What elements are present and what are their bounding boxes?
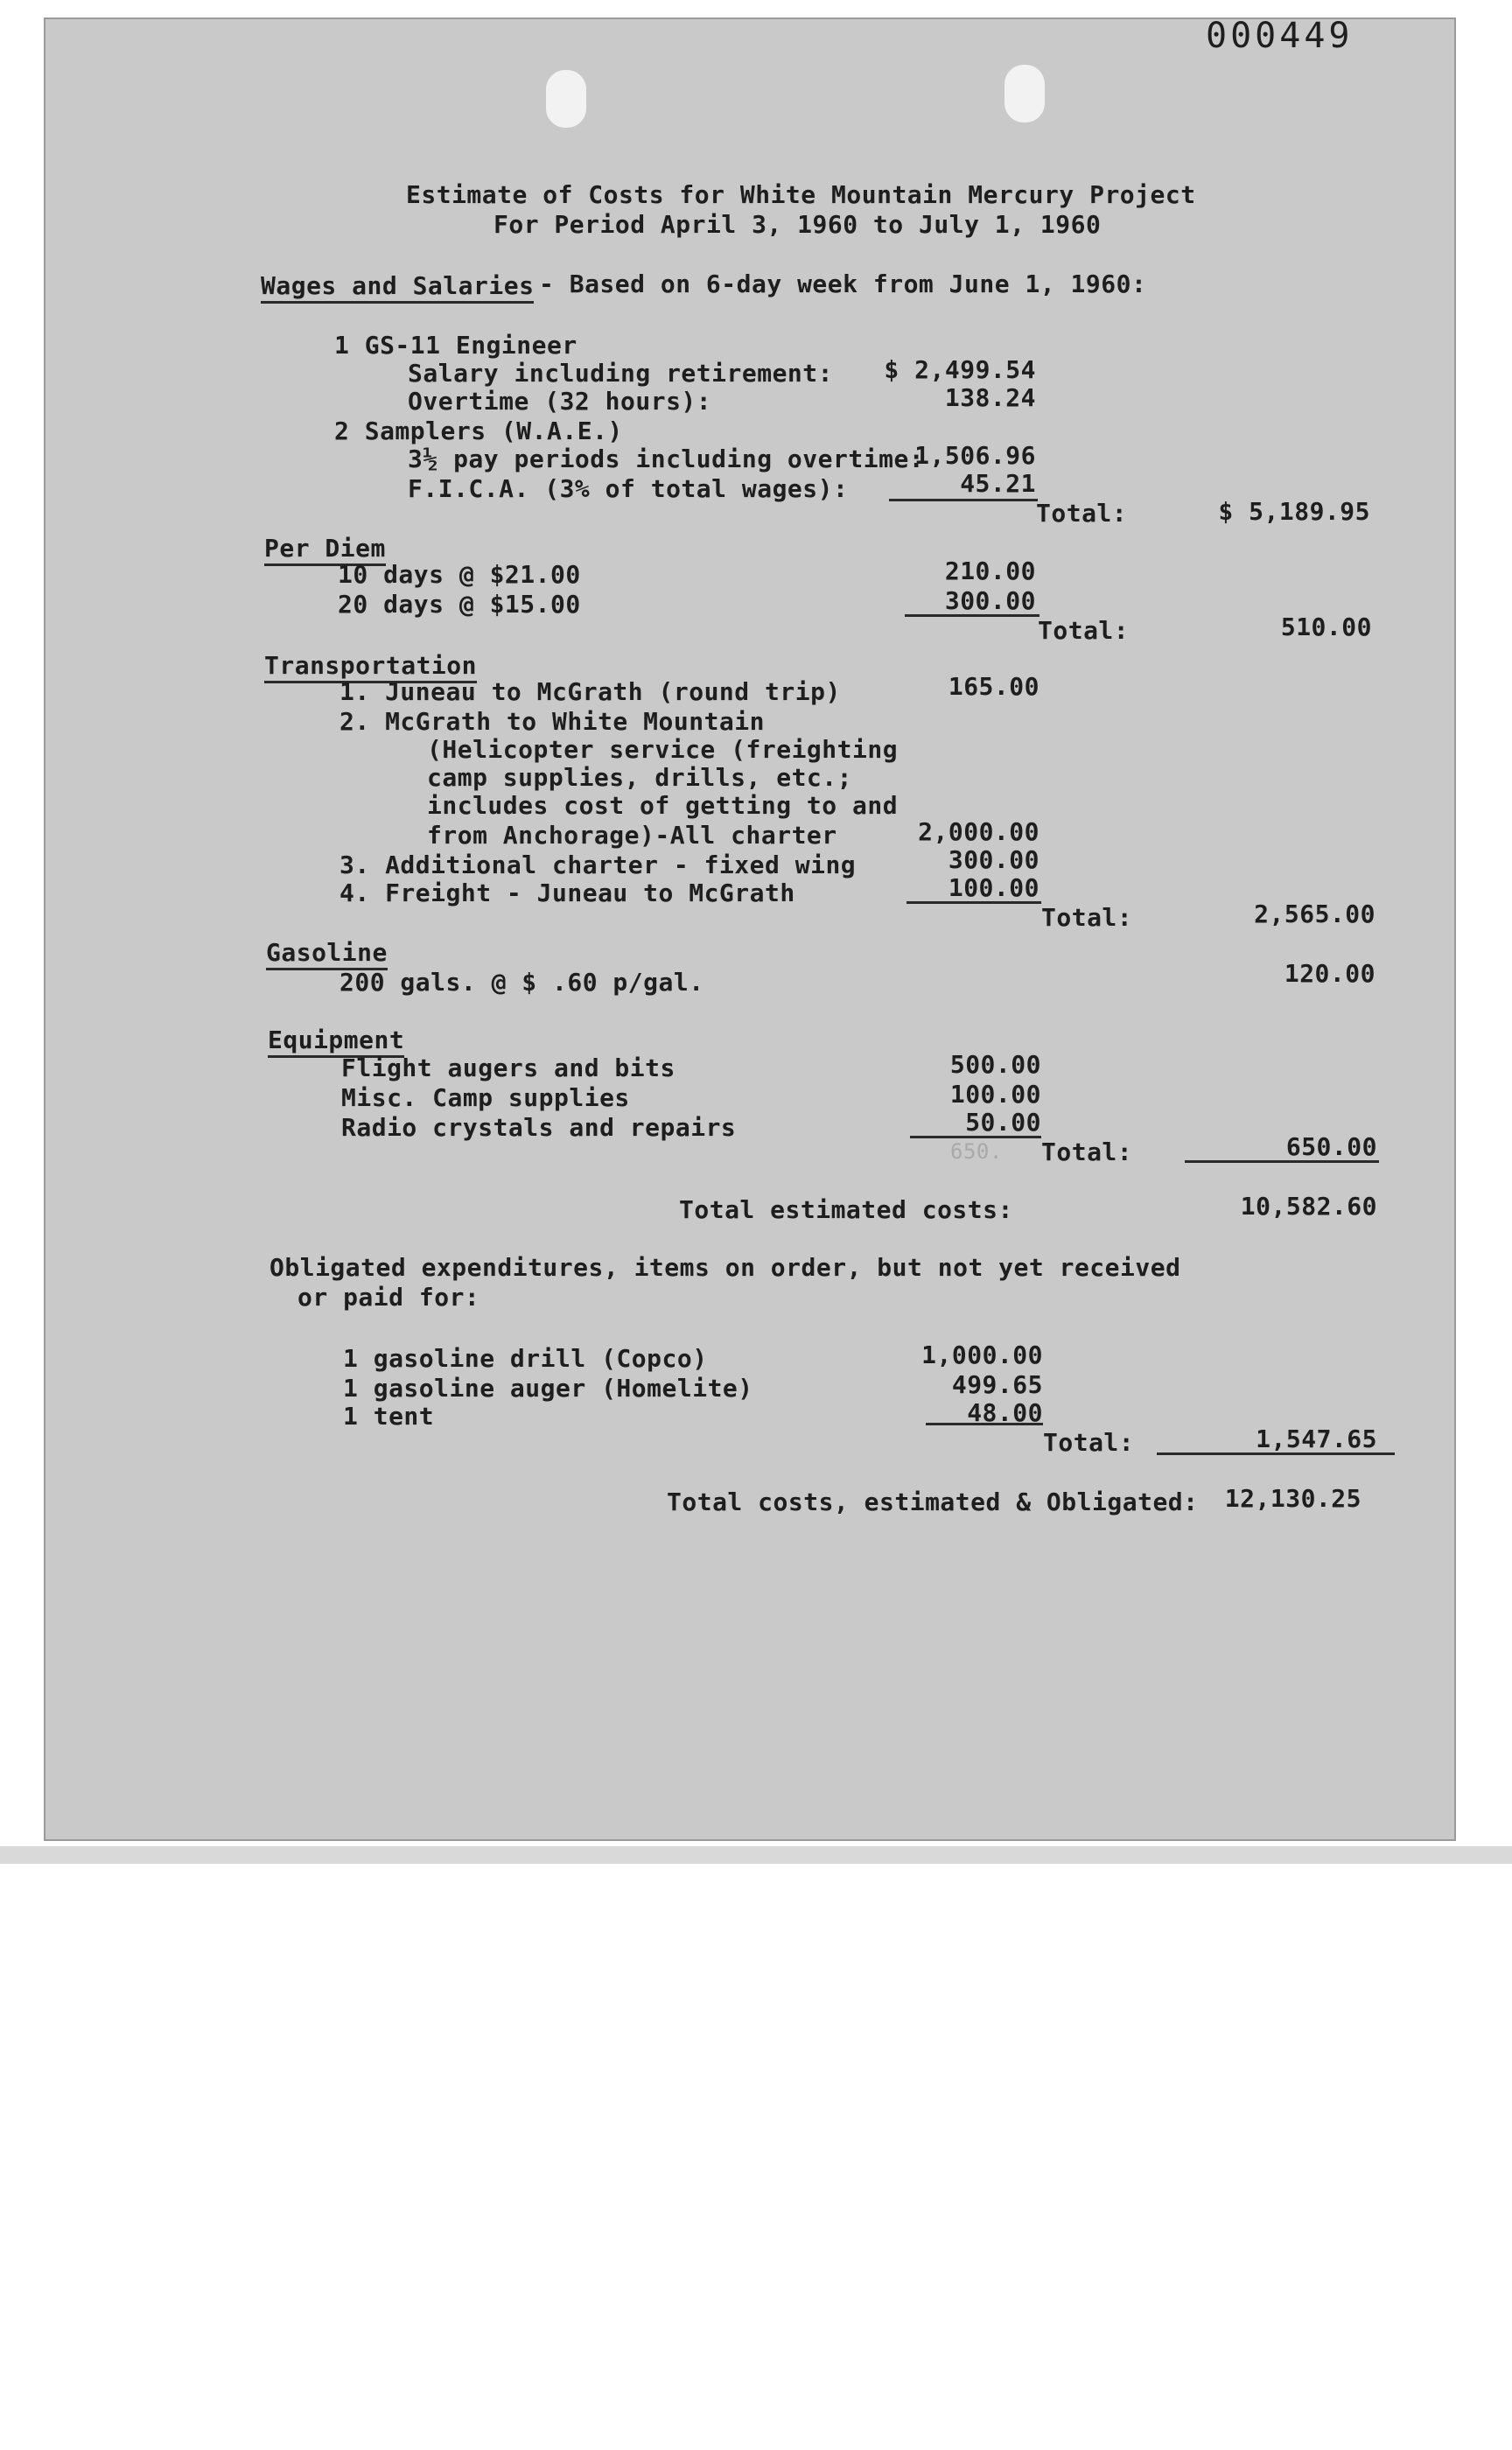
punch-hole-left <box>546 70 586 128</box>
gasoline-line: 200 gals. @ $ .60 p/gal. <box>340 968 704 997</box>
obligated-item-3: 1 tent <box>343 1402 435 1431</box>
transportation-heading: Transportation <box>264 651 477 683</box>
obligated-total-label: Total: <box>1043 1428 1135 1457</box>
wages-basis: - Based on 6-day week from June 1, 1960: <box>539 270 1147 298</box>
wages-total-value: $ 5,189.95 <box>1218 497 1370 526</box>
transport-item-2-line-3: camp supplies, drills, etc.; <box>427 763 853 792</box>
salary-label: Salary including retirement: <box>408 359 834 388</box>
per-diem-row-2: 20 days @ $15.00 <box>338 590 581 619</box>
equipment-item-3: Radio crystals and repairs <box>341 1113 737 1142</box>
equipment-item-1-value: 500.00 <box>949 1050 1041 1079</box>
obligated-item-2-value: 499.65 <box>951 1370 1043 1399</box>
transport-item-2-line-5: from Anchorage)-All charter <box>427 821 837 850</box>
total-estimated-value: 10,582.60 <box>1240 1192 1377 1221</box>
gasoline-heading: Gasoline <box>266 938 388 970</box>
obligated-item-1-value: 1,000.00 <box>921 1340 1043 1369</box>
per-diem-heading: Per Diem <box>264 534 386 566</box>
equipment-pencil-note: 650. <box>950 1139 1003 1164</box>
engineer-line: 1 GS-11 Engineer <box>334 331 578 360</box>
samplers-line: 2 Samplers (W.A.E.) <box>334 416 623 445</box>
grand-total-value: 12,130.25 <box>1224 1484 1362 1513</box>
per-diem-row-1: 10 days @ $21.00 <box>338 560 581 589</box>
equipment-total-label: Total: <box>1041 1138 1133 1166</box>
obligated-item-1: 1 gasoline drill (Copco) <box>343 1344 708 1373</box>
document-subtitle: For Period April 3, 1960 to July 1, 1960 <box>494 210 1102 239</box>
transport-total-label: Total: <box>1041 903 1133 932</box>
equipment-item-3-value: 50.00 <box>965 1108 1041 1137</box>
page-edge-shadow <box>0 1846 1512 1864</box>
per-diem-total-value: 510.00 <box>1280 612 1372 641</box>
per-diem-row-2-value: 300.00 <box>944 586 1036 615</box>
transport-item-1-value: 165.00 <box>948 672 1040 701</box>
per-diem-row-1-value: 210.00 <box>944 556 1036 585</box>
obligated-intro-line-1: Obligated expenditures, items on order, but not yet received <box>270 1253 1181 1282</box>
document-number-stamp: 000449 <box>1206 16 1354 56</box>
grand-total-label: Total costs, estimated & Obligated: <box>667 1488 1199 1516</box>
equipment-heading: Equipment <box>268 1026 404 1058</box>
section-totals-rule <box>1185 1160 1379 1163</box>
equipment-item-2-value: 100.00 <box>949 1080 1041 1109</box>
transport-item-2-value: 2,000.00 <box>918 817 1040 846</box>
transport-item-1: 1. Juneau to McGrath (round trip) <box>340 677 841 706</box>
equipment-subtotal-rule <box>910 1136 1041 1138</box>
transport-item-4-value: 100.00 <box>948 873 1040 902</box>
fica-label: F.I.C.A. (3% of total wages): <box>408 474 849 503</box>
transport-item-2-line-2: (Helicopter service (freighting <box>427 735 899 764</box>
transport-item-3: 3. Additional charter - fixed wing <box>340 850 857 879</box>
transport-item-4: 4. Freight - Juneau to McGrath <box>340 878 795 907</box>
document-title: Estimate of Costs for White Mountain Mercury Project <box>406 180 1196 209</box>
fica-value: 45.21 <box>960 469 1036 498</box>
equipment-item-2: Misc. Camp supplies <box>341 1083 630 1112</box>
overtime-label: Overtime (32 hours): <box>408 387 712 416</box>
transport-total-value: 2,565.00 <box>1254 900 1376 928</box>
punch-hole-right <box>1004 65 1045 122</box>
wages-subtotal-rule <box>889 499 1038 501</box>
transport-item-2-line-1: 2. McGrath to White Mountain <box>340 707 766 736</box>
obligated-total-value: 1,547.65 <box>1256 1424 1377 1453</box>
wages-total-label: Total: <box>1036 499 1128 528</box>
obligated-intro-line-2: or paid for: <box>298 1283 480 1312</box>
gasoline-value: 120.00 <box>1284 959 1376 988</box>
total-estimated-label: Total estimated costs: <box>679 1195 1013 1224</box>
wages-heading: Wages and Salaries <box>261 271 534 304</box>
transport-item-2-line-4: includes cost of getting to and <box>427 791 899 820</box>
per-diem-total-label: Total: <box>1038 616 1130 645</box>
obligated-subtotal-rule <box>926 1423 1043 1425</box>
equipment-item-1: Flight augers and bits <box>341 1054 676 1082</box>
overtime-value: 138.24 <box>944 383 1036 412</box>
transport-subtotal-rule <box>906 901 1041 904</box>
per-diem-subtotal-rule <box>905 614 1040 617</box>
salary-value: $ 2,499.54 <box>884 355 1036 384</box>
pay-periods-value: 1,506.96 <box>914 441 1036 470</box>
obligated-item-2: 1 gasoline auger (Homelite) <box>343 1374 753 1403</box>
transport-item-3-value: 300.00 <box>948 845 1040 874</box>
obligated-item-3-value: 48.00 <box>967 1398 1043 1427</box>
obligated-total-rule <box>1157 1452 1395 1455</box>
equipment-total-value: 650.00 <box>1285 1132 1377 1161</box>
pay-periods-label: 3½ pay periods including overtime: <box>408 444 925 473</box>
